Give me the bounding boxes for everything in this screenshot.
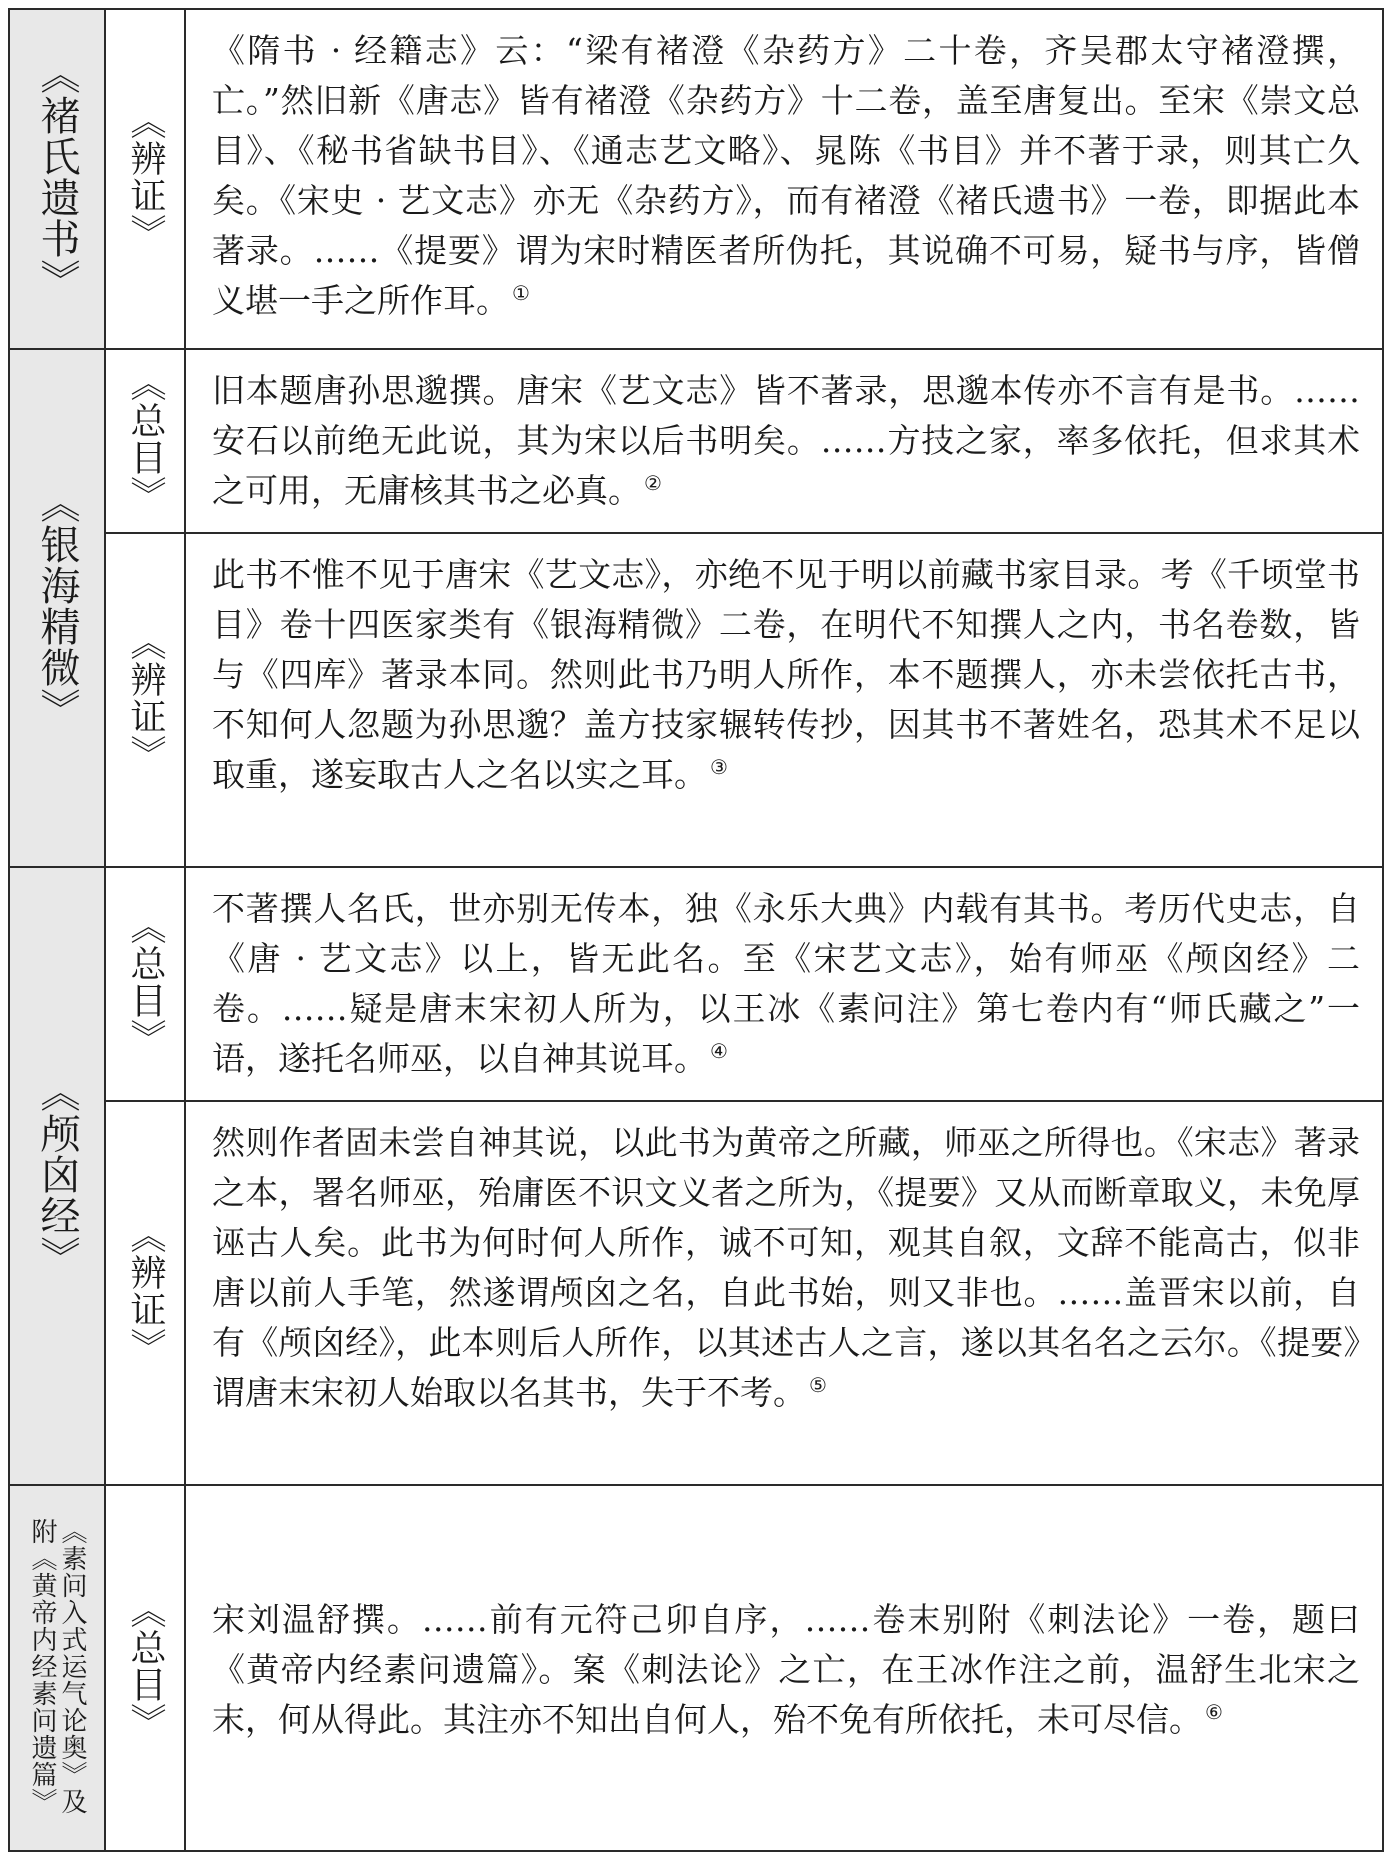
source-type-label: 《总目》: [125, 908, 166, 1056]
footnote-marker: ②: [644, 471, 662, 495]
source-type-cell: [105, 1101, 185, 1485]
table-row: [9, 9, 1383, 349]
book-title: 《褚氏遗书》: [34, 54, 80, 300]
excerpt-text: 然则作者固未尝自神其说，以此书为黄帝之所藏，师巫之所得也。《宋志》著录之本，署名师巫，殆庸医不识文义者之所为，《提要》又从而断章取义，未免厚诬古人矣。此书为何时何人所作，诚不可知，观其自叙，文辞不能高古，似非唐以前人手笔，然遂谓颅囟之名，自此书始，则又非也。……盖晋宋以前，自有《颅囟经》，此本则后人所作，以其述古人之言，遂以其名名之云尔。《提要》谓唐末宋初人始取以名其书，失于不考。 ⑤: [212, 1123, 1360, 1412]
table-row: [9, 349, 1383, 533]
excerpt-cell: [185, 9, 1383, 349]
book-title: 《颅囟经》: [34, 1071, 80, 1277]
table-row: [9, 533, 1383, 867]
footnote-marker: ⑥: [1205, 1700, 1223, 1724]
source-type-label: 《总目》: [125, 1592, 166, 1740]
excerpt-cell: [185, 533, 1383, 867]
excerpt-text: 《隋书 · 经籍志》云：“梁有褚澄《杂药方》二十卷，齐吴郡太守褚澄撰，亡。”然旧新《唐志》皆有褚澄《杂药方》十二卷，盖至唐复出。至宋《崇文总目》、《秘书省缺书目》、《通志艺文略》、晁陈《书目》并不著于录，则其亡久矣。《宋史 · 艺文志》亦无《杂药方》，而有褚澄《褚氏遗书》一卷，即据此本著录。……《提要》谓为宋时精医者所伪托，其说确不可易，疑书与序，皆僧义堪一手之所作耳。 ①: [212, 31, 1360, 320]
book-title: 《银海精微》: [34, 483, 80, 729]
source-type-cell: [105, 349, 185, 533]
excerpt-text: 不著撰人名氏，世亦别无传本，独《永乐大典》内载有其书。考历代史志，自《唐 · 艺文志》以上，皆无此名。至《宋艺文志》，始有师巫《颅囟经》二卷。……疑是唐末宋初人所为，以王冰《素问注》第七卷内有“师氏藏之”一语，遂托名师巫，以自神其说耳。 ④: [212, 889, 1360, 1078]
excerpt-text: 旧本题唐孙思邈撰。唐宋《艺文志》皆不著录，思邈本传亦不言有是书。……安石以前绝无此说，其为宋以后书明矣。……方技之家，率多依托，但求其术之可用，无庸核其书之必真。 ②: [212, 371, 1360, 510]
book-title-cell: [9, 1485, 105, 1851]
book-review-table: [8, 8, 1384, 1852]
source-type-cell: [105, 867, 185, 1101]
excerpt-text: 此书不惟不见于唐宋《艺文志》，亦绝不见于明以前藏书家目录。考《千顷堂书目》卷十四医家类有《银海精微》二卷，在明代不知撰人之内，书名卷数，皆与《四库》著录本同。然则此书乃明人所作，本不题撰人，亦未尝依托古书，不知何人忽题为孙思邈？盖方技家辗转传抄，因其书不著姓名，恐其术不足以取重，遂妄取古人之名以实之耳。 ③: [212, 555, 1360, 794]
excerpt-cell: [185, 349, 1383, 533]
excerpt-cell: [185, 867, 1383, 1101]
excerpt-text: 宋刘温舒撰。……前有元符己卯自序，……卷末别附《刺法论》一卷，题曰《黄帝内经素问遗篇》。案《刺法论》之亡，在王冰作注之前，温舒生北宋之末，何从得此。其注亦不知出自何人，殆不免有所依托，未可尽信。 ⑥: [212, 1600, 1360, 1739]
table-row: [9, 1485, 1383, 1851]
source-type-label: 《辨证》: [125, 624, 166, 772]
footnote-marker: ④: [710, 1039, 728, 1063]
footnote-marker: ①: [512, 281, 530, 305]
source-type-cell: [105, 1485, 185, 1851]
excerpt-cell: [185, 1101, 1383, 1485]
source-type-label: 《辨证》: [125, 1217, 166, 1365]
book-title: 《素问入式运气论奥》及 附《黄帝内经素问遗篇》: [27, 1517, 87, 1815]
source-type-cell: [105, 533, 185, 867]
book-title-cell: [9, 349, 105, 867]
excerpt-cell: [185, 1485, 1383, 1851]
footnote-marker: ⑤: [809, 1373, 827, 1397]
book-title-cell: [9, 867, 105, 1485]
source-type-label: 《辨证》: [125, 103, 166, 251]
source-type-label: 《总目》: [125, 365, 166, 513]
source-type-cell: [105, 9, 185, 349]
table-row: [9, 1101, 1383, 1485]
footnote-marker: ③: [710, 755, 728, 779]
book-title-cell: [9, 9, 105, 349]
table-row: [9, 867, 1383, 1101]
